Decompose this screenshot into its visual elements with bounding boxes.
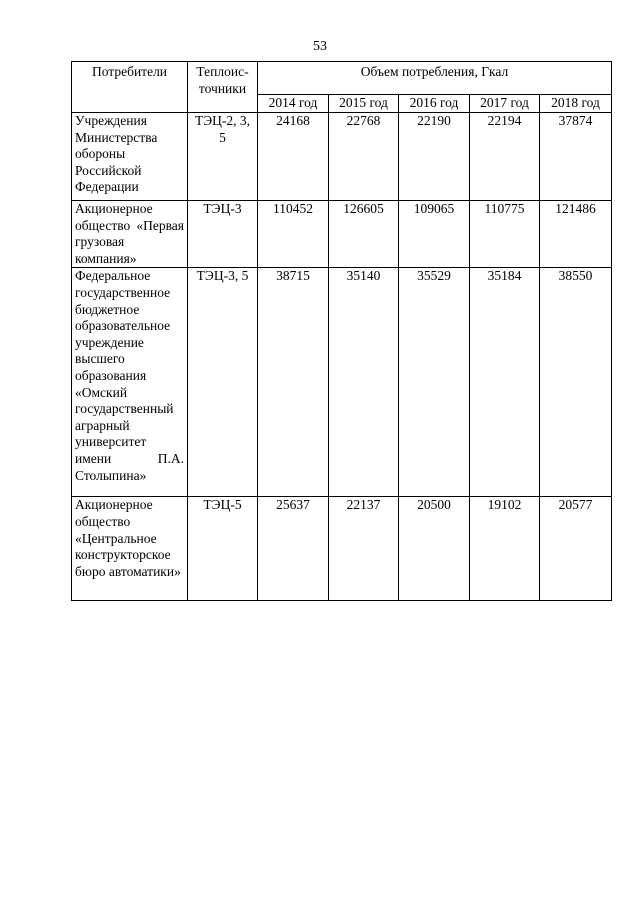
consumption-value: 35184 <box>470 268 540 497</box>
header-heat-sources: Теплоис- точники <box>188 62 258 113</box>
header-year: 2018 год <box>540 95 612 113</box>
header-consumers: Потребители <box>72 62 188 113</box>
table-row <box>72 497 612 601</box>
consumption-value: 110452 <box>258 201 329 268</box>
heat-source: ТЭЦ-2, 3, 5 <box>188 113 258 201</box>
consumption-value: 22194 <box>470 113 540 201</box>
consumption-value: 35529 <box>399 268 470 497</box>
consumer-name: Федеральное государственное бюджетное образовательное учреждение высшего образования «Омский государственный аграрный университет имени П.А. Столыпина» <box>72 268 188 497</box>
consumption-value: 38550 <box>540 268 612 497</box>
consumption-value: 19102 <box>470 497 540 601</box>
table-row <box>72 113 612 201</box>
consumer-name: Акционерное общество «Первая грузовая компания» <box>72 201 188 268</box>
header-year: 2016 год <box>399 95 470 113</box>
consumer-name: Учреждения Министерства обороны Российской Федерации <box>72 113 188 201</box>
consumption-value: 121486 <box>540 201 612 268</box>
consumption-value: 109065 <box>399 201 470 268</box>
consumption-value: 37874 <box>540 113 612 201</box>
header-year: 2017 год <box>470 95 540 113</box>
consumption-value: 38715 <box>258 268 329 497</box>
consumption-value: 126605 <box>329 201 399 268</box>
header-year: 2015 год <box>329 95 399 113</box>
consumption-value: 110775 <box>470 201 540 268</box>
heat-source: ТЭЦ-3 <box>188 201 258 268</box>
table-row <box>72 201 612 268</box>
header-row <box>72 62 612 95</box>
consumption-table <box>71 61 612 601</box>
heat-source: ТЭЦ-3, 5 <box>188 268 258 497</box>
consumption-value: 20500 <box>399 497 470 601</box>
table-row <box>72 268 612 497</box>
heat-source: ТЭЦ-5 <box>188 497 258 601</box>
consumption-value: 22190 <box>399 113 470 201</box>
consumption-value: 22137 <box>329 497 399 601</box>
header-year: 2014 год <box>258 95 329 113</box>
consumption-value: 20577 <box>540 497 612 601</box>
consumption-value: 35140 <box>329 268 399 497</box>
page-number: 53 <box>313 39 327 54</box>
consumption-value: 25637 <box>258 497 329 601</box>
consumption-value: 24168 <box>258 113 329 201</box>
consumer-name: Акционерное общество «Центральное конструкторское бюро автоматики» <box>72 497 188 601</box>
consumption-value: 22768 <box>329 113 399 201</box>
header-consumption-volume: Объем потребления, Гкал <box>258 62 612 95</box>
